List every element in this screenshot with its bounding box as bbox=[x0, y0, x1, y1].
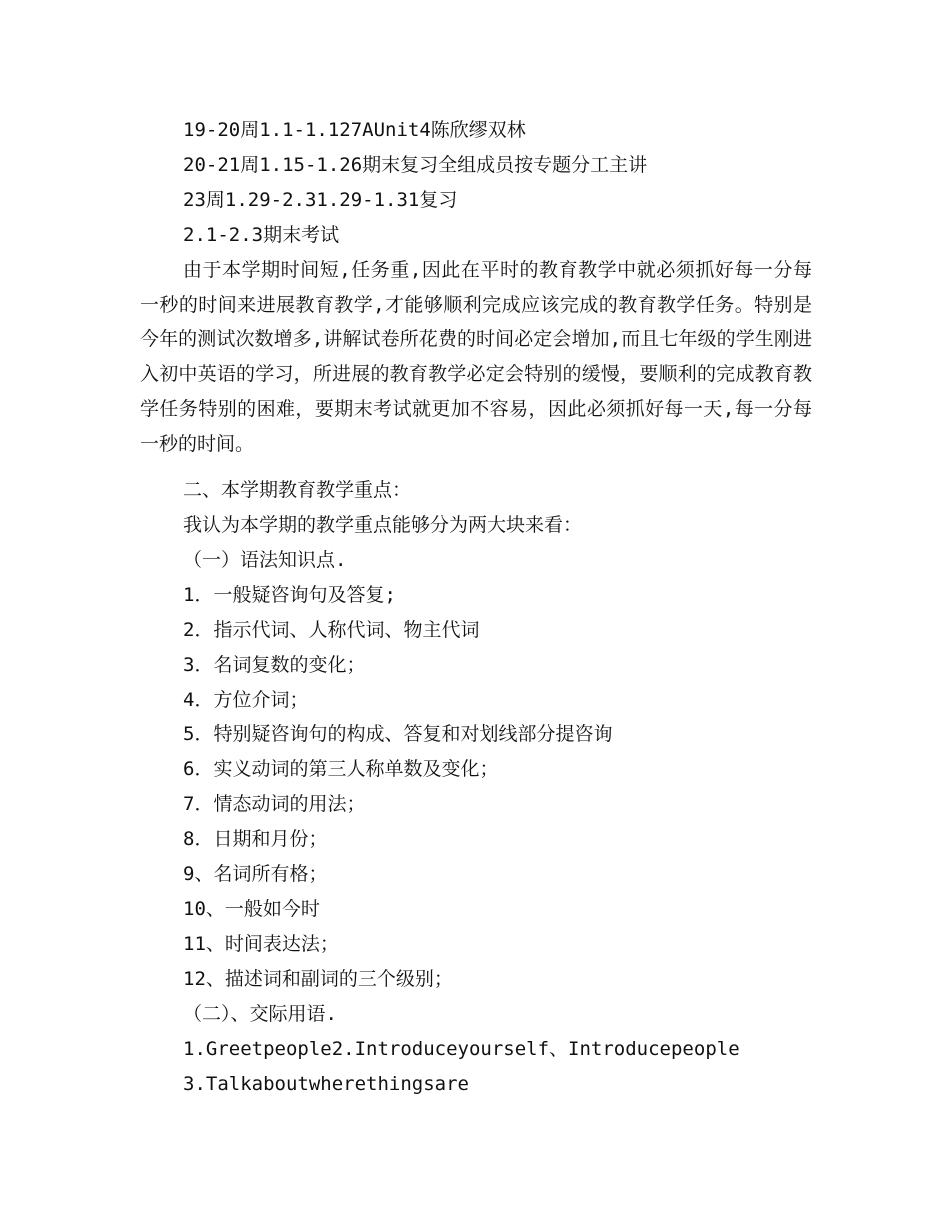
grammar-point: 4．方位介词； bbox=[183, 689, 309, 711]
schedule-line: 19-20周1.1-1.127AUnit4陈欣缪双林 bbox=[183, 119, 526, 141]
intro-paragraph: 由于本学期时间短,任务重,因此在平时的教育教学中就必须抓好每一分每一秒的时间来进展教育教学,才能够顺利完成应该完成的教育教学任务。特别是今年的测试次数增多,讲解试卷所花费的时间必定会增加,而且七年级的学生刚进入初中英语的学习，所进展的教育教学必定会特别的缓慢，要顺利的完成教育教学任务特别的困难，要期末考试就更加不容易，因此必须抓好每一天,每一分每一秒的时间。 bbox=[140, 259, 812, 455]
grammar-point: 3．名词复数的变化； bbox=[183, 654, 366, 676]
grammar-point: 11、时间表达法； bbox=[183, 933, 339, 955]
section-intro: 我认为本学期的教学重点能够分为两大块来看： bbox=[183, 514, 583, 536]
grammar-point: 2．指示代词、人称代词、物主代词 bbox=[183, 619, 480, 641]
grammar-point: 8．日期和月份； bbox=[183, 828, 328, 850]
grammar-point: 1．一般疑咨询句及答复; bbox=[183, 584, 396, 606]
grammar-point: 6．实义动词的第三人称单数及变化； bbox=[183, 758, 499, 780]
grammar-point: 12、描述词和副词的三个级别； bbox=[183, 968, 453, 990]
schedule-line: 20-21周1.15-1.26期末复习全组成员按专题分工主讲 bbox=[183, 154, 648, 176]
grammar-heading: （一）语法知识点. bbox=[183, 549, 347, 571]
section-heading: 二、本学期教育教学重点： bbox=[183, 479, 412, 501]
schedule-line: 23周1.29-2.31.29-1.31复习 bbox=[183, 189, 458, 211]
grammar-point: 5．特别疑咨询句的构成、答复和对划线部分提咨询 bbox=[183, 723, 613, 745]
grammar-point: 9、名词所有格； bbox=[183, 863, 328, 885]
communication-point: 3.Talkaboutwherethingsare bbox=[183, 1073, 469, 1095]
grammar-point: 7．情态动词的用法； bbox=[183, 793, 366, 815]
communication-point: 1.Greetpeople2.Introduceyourself、Introducepeople bbox=[183, 1038, 740, 1060]
grammar-point: 10、一般如今时 bbox=[183, 898, 320, 920]
communication-heading: （二）、交际用语. bbox=[183, 1003, 337, 1025]
schedule-line: 2.1-2.3期末考试 bbox=[183, 224, 340, 246]
